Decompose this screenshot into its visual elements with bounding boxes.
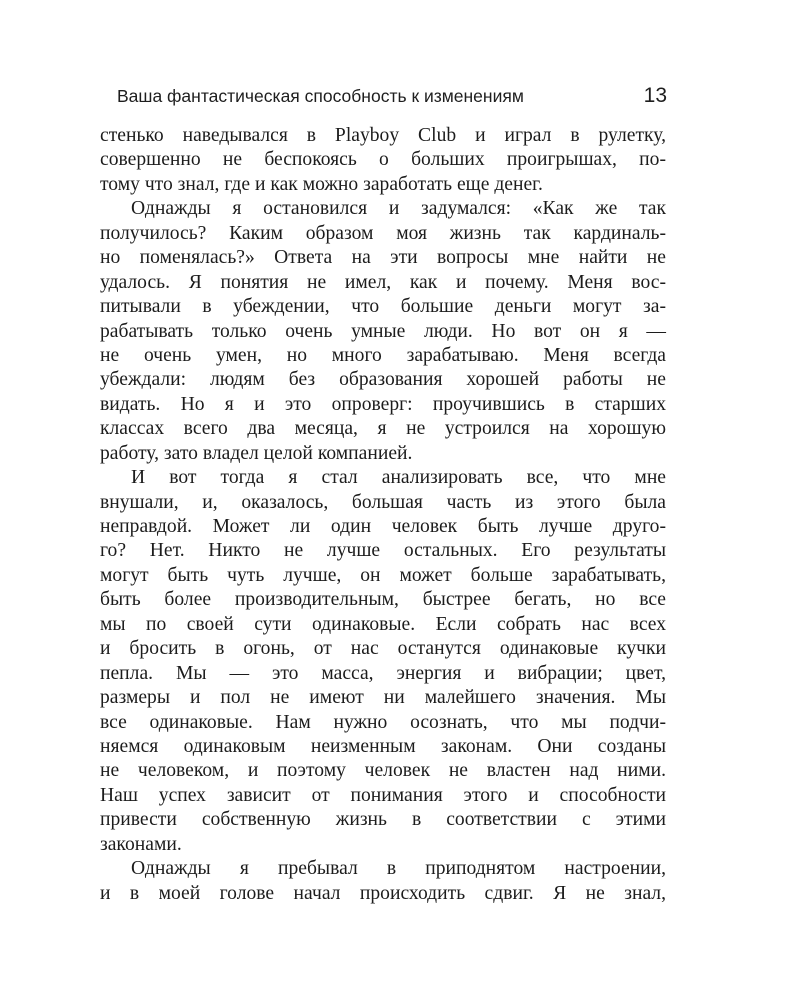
paragraph [100, 124, 666, 197]
text-line: рабатывать только очень умные люди. Но вот он я — [100, 320, 666, 342]
text-line: все одинаковые. Нам нужно осознать, что мы подчи- [100, 711, 666, 733]
text-line: не очень умен, но много зарабатываю. Меня всегда [100, 344, 666, 366]
text-line: тому что знал, где и как можно заработать еще денег. [100, 173, 543, 195]
text-line: быть более производительным, быстрее бегать, но все [100, 589, 666, 611]
text-line: внушали, и, оказалось, большая часть из этого была [100, 491, 666, 513]
text-line: и в моей голове начал происходить сдвиг. Я не знал, [100, 882, 666, 904]
text-line: убеждали: людям без образования хорошей работы не [100, 369, 666, 391]
text-line: классах всего два месяца, я не устроился на хорошую [100, 418, 666, 440]
text-line: Наш успех зависит от понимания этого и способности [100, 784, 666, 806]
text-line: И вот тогда я стал анализировать все, что мне [131, 467, 666, 489]
text-line: пепла. Мы — это масса, энергия и вибрации; цвет, [100, 662, 666, 684]
paragraph [100, 857, 666, 906]
text-line: не человеком, и поэтому человек не властен над ними. [100, 760, 666, 782]
text-line: но поменялась?» Ответа на эти вопросы мне найти не [100, 247, 666, 269]
text-line: го? Нет. Никто не лучше остальных. Его результаты [100, 540, 666, 562]
text-line: получилось? Каким образом моя жизнь так кардиналь- [100, 222, 666, 244]
text-line: могут быть чуть лучше, он может больше зарабатывать, [100, 564, 666, 586]
chapter-title: Ваша фантастическая способность к изменениям [117, 86, 524, 106]
text-line: Однажды я остановился и задумался: «Как же так [131, 198, 666, 220]
text-line: Однажды я пребывал в приподнятом настроении, [131, 858, 666, 880]
running-header [117, 86, 667, 112]
paragraph [100, 197, 666, 466]
text-line: совершенно не беспокоясь о больших проигрышах, по- [100, 149, 666, 171]
paragraph [100, 466, 666, 857]
text-line: законами. [100, 833, 182, 855]
text-line: размеры и пол не имеют ни малейшего значения. Мы [100, 687, 666, 709]
text-line: привести собственную жизнь в соответствии с этими [100, 809, 666, 831]
page-number: 13 [643, 84, 667, 107]
text-line: питывали в убеждении, что большие деньги могут за- [100, 296, 666, 318]
text-line: няемся одинаковым неизменным законам. Они созданы [100, 735, 666, 757]
text-line: стенько наведывался в Playboy Club и играл в рулетку, [100, 125, 666, 146]
text-line: удалось. Я понятия не имел, как и почему. Меня вос- [100, 271, 666, 293]
text-line: работу, зато владел целой компанией. [100, 442, 413, 464]
body-text [100, 124, 666, 906]
text-line: неправдой. Может ли один человек быть лучше друго- [100, 516, 666, 537]
text-line: мы по своей сути одинаковые. Если собрать нас всех [100, 613, 666, 635]
text-line: и бросить в огонь, от нас останутся одинаковые кучки [100, 638, 666, 660]
text-line: видать. Но я и это опроверг: проучившись в старших [100, 393, 666, 415]
